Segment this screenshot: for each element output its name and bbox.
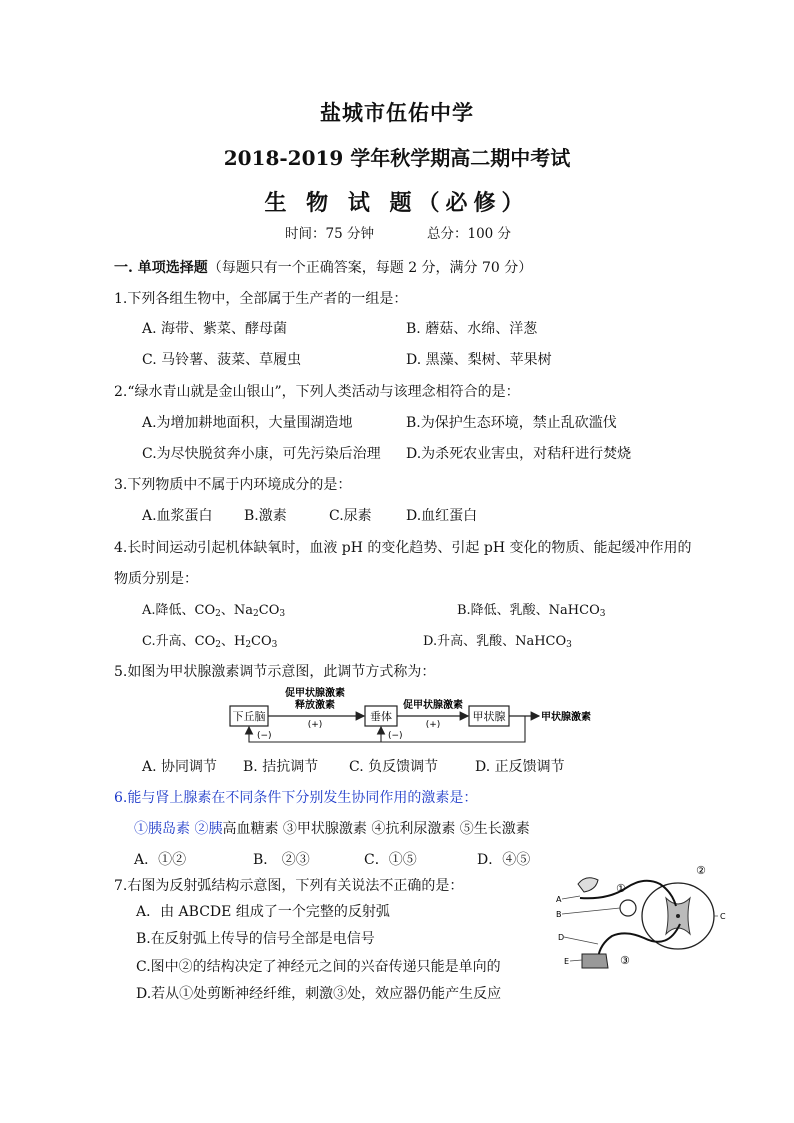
q4-stem-line2: 物质分别是： (114, 571, 198, 587)
trh-label-bottom: 释放激素 (295, 700, 335, 711)
ganglion (620, 900, 636, 916)
figure-label-b: B (556, 910, 562, 919)
section-note: （每题只有一个正确答案，每题 2 分，满分 70 分） (207, 260, 533, 276)
q1-option-a: A. 海带、紫菜、酵母菌 (142, 321, 288, 337)
q3-option-c: C.尿素 (329, 508, 372, 524)
q7-option-b: B.在反射弧上传导的信号全部是电信号 (136, 931, 375, 947)
q5-stem: 5.如图为甲状腺激素调节示意图，此调节方式称为： (114, 664, 436, 680)
school-name: 盐城市伍佑中学 (320, 100, 474, 125)
q2-stem: 2.“绿水青山就是金山银山”，下列人类活动与该理念相符合的是： (114, 384, 520, 400)
q6-hormone-list: ①胰岛素 ②胰高血糖素 ③甲状腺激素 ④抗利尿激素 ⑤生长激素 (134, 821, 530, 837)
q3-stem: 3.下列物质中不属于内环境成分的是： (114, 477, 352, 493)
q1-option-d: D. 黑藻、梨树、苹果树 (406, 352, 552, 368)
q7-stem: 7.右图为反射弧结构示意图，下列有关说法不正确的是： (114, 878, 464, 894)
q6-option-c: C．①⑤ (364, 852, 417, 868)
thyroid-label: 甲状腺 (472, 710, 506, 723)
pituitary-label: 垂体 (370, 710, 392, 723)
figure-label-d: D (558, 933, 565, 942)
figure-label-e: E (564, 957, 570, 966)
q4-option-d: D.升高、乳酸、NaHCO$_3$ (423, 634, 572, 650)
q6-option-b: B． ②③ (253, 852, 310, 868)
central-canal (676, 914, 680, 918)
q5-option-b: B. 拮抗调节 (243, 759, 319, 775)
q2-option-b: B.为保护生态环境，禁止乱砍滥伐 (406, 415, 617, 431)
figure-label-c: C (720, 912, 726, 921)
exam-time: 时间：75 分钟 (285, 226, 374, 242)
q2-option-d: D.为杀死农业害虫，对秸秆进行焚烧 (406, 446, 632, 462)
q4-option-a: A.降低、$CO_2$、$Na_2CO_3$ (142, 603, 286, 619)
q3-option-a: A.血浆蛋白 (142, 508, 213, 524)
trh-label-top: 促甲状腺激素 (285, 688, 345, 699)
q2-option-a: A.为增加耕地面积，大量围湖造地 (142, 415, 353, 431)
marker-2: ② (696, 864, 706, 877)
q6-option-a: A．①② (134, 852, 187, 868)
q4-option-b: B.降低、乳酸、NaHCO$_3$ (457, 603, 606, 619)
exam-title: 2018-2019 学年秋学期高二期中考试 (223, 146, 571, 170)
q6-option-d: D．④⑤ (477, 852, 531, 868)
tsh-sign: (+) (425, 720, 441, 730)
q3-option-d: D.血红蛋白 (406, 508, 478, 524)
q1-option-c: C. 马铃薯、菠菜、草履虫 (142, 352, 302, 368)
q2-option-c: C.为尽快脱贫奔小康，可先污染后治理 (142, 446, 381, 462)
q5-option-a: A. 协同调节 (142, 759, 218, 775)
section-label: 一. 单项选择题 (114, 260, 208, 276)
feedback-sign-pituitary: (−) (388, 731, 403, 741)
exam-total: 总分：100 分 (427, 226, 512, 242)
tsh-label: 促甲状腺激素 (403, 700, 463, 711)
hypothalamus-label: 下丘脑 (232, 710, 266, 723)
subject-title: 生 物 试 题（必修） (264, 190, 530, 216)
thyroxine-label: 甲状腺激素 (541, 712, 591, 723)
marker-1: ① (616, 882, 626, 895)
q5-option-c: C. 负反馈调节 (349, 759, 439, 775)
q4-option-c: C.升高、$CO_2$、$H_2CO_3$ (142, 634, 278, 650)
q5-option-d: D. 正反馈调节 (475, 759, 565, 775)
q6-stem: 6.能与肾上腺素在不同条件下分别发生协同作用的激素是： (114, 790, 478, 806)
figure-label-a: A (556, 895, 562, 904)
q7-option-d: D.若从①处剪断神经纤维，刺激③处，效应器仍能产生反应 (136, 986, 502, 1002)
receptor-skin (578, 878, 598, 892)
reflex-arc-figure (548, 858, 728, 978)
effector-muscle (582, 954, 608, 968)
q7-option-a: A．由 ABCDE 组成了一个完整的反射弧 (136, 904, 390, 920)
section-heading (114, 257, 532, 277)
marker-3: ③ (620, 954, 630, 967)
thyroid-regulation-diagram (225, 686, 625, 746)
q1-stem: 1.下列各组生物中，全部属于生产者的一组是： (114, 291, 408, 307)
q1-option-b: B. 蘑菇、水绵、洋葱 (406, 321, 538, 337)
q7-option-c: C.图中②的结构决定了神经元之间的兴奋传递只能是单向的 (136, 959, 501, 975)
q4-stem-line1: 4.长时间运动引起机体缺氧时，血液 pH 的变化趋势、引起 pH 变化的物质、能起缓冲作用的 (114, 540, 692, 556)
feedback-sign-hypothalamus: (−) (257, 731, 272, 741)
q3-option-b: B.激素 (244, 508, 287, 524)
trh-sign: (+) (307, 720, 323, 730)
